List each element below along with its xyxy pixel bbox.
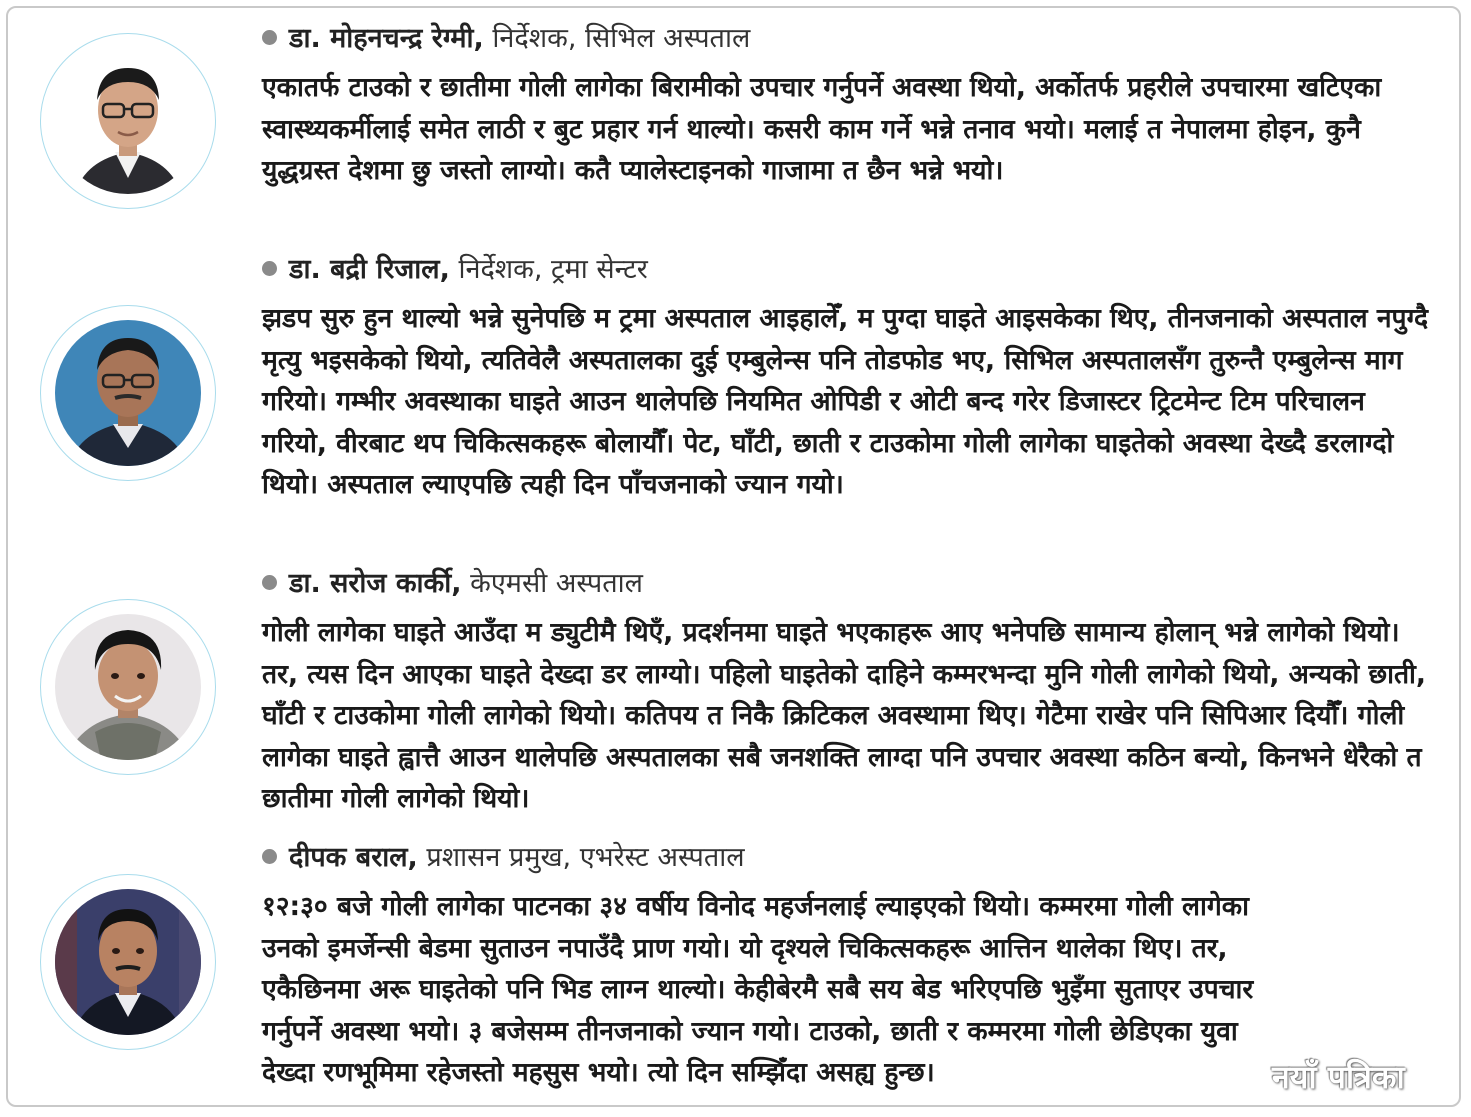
speaker-role: निर्देशक, सिभिल अस्पताल [492,23,751,54]
speaker-heading [262,22,750,56]
quote-text: १२:३० बजे गोली लागेका पाटनका ३४ वर्षीय विनोद महर्जनलाई ल्याइएको थियो। कम्मरमा गोली लागेका उनको इमर्जेन्सी बेडमा सुताउन नपाउँदै प्राण गयो। यो दृश्यले चिकित्सकहरू आत्तिन थालेका थिए। तर, एकैछिनमा अरू घाइतेको पनि भिड लाग्न थाल्यो। केहीबेरमै सबै सय बेड भरिएपछि भुइँमा सुताएर उपचार गर्नुपर्ने अवस्था भयो। ३ बजेसम्म तीनजनाको ज्यान गयो। टाउको, छाती र कम्मरमा गोली छेडिएका युवा देख्दा रणभूमिमा रहेजस्तो महसुस भयो। त्यो दिन सम्झिँदा असह्य हुन्छ। [262,891,1254,1088]
avatar [55,889,201,1035]
bullet-icon [262,849,277,864]
quote-text: गोली लागेका घाइते आउँदा म ड्युटीमै थिएँ, प्रदर्शनमा घाइते भएकाहरू आए भनेपछि सामान्य होलान् भन्ने लागेको थियो। तर, त्यस दिन आएका घाइते देख्दा डर लाग्यो। पहिलो घाइतेको दाहिने कम्मरभन्दा मुनि गोली लागेको थियो, अन्यको छाती, घाँटी र टाउकोमा गोली लागेको थियो। कतिपय त निकै क्रिटिकल अवस्थामा थिए। गेटैमा राखेर पनि सिपिआर दियौँ। गोली लागेका घाइते ह्वात्तै आउन थालेपछि अस्पतालका सबै जनशक्ति लाग्दा पनि उपचार अवस्था कठिन बन्यो, किनभने धेरैको त छातीमा गोली लागेको थियो। [262,617,1426,814]
speaker-heading [262,841,745,875]
avatar-ring [40,305,216,481]
quote-text: झडप सुरु हुन थाल्यो भन्ने सुनेपछि म ट्रमा अस्पताल आइहालेँ, म पुग्दा घाइते आइसकेका थिए, तीनजनाको अस्पताल नपुग्दै मृत्यु भइसकेको थियो, त्यतिवेलै अस्पतालका दुई एम्बुलेन्स पनि तोडफोड भए, सिभिल अस्पतालसँग तुरुन्तै एम्बुलेन्स माग गरियो। गम्भीर अवस्थाका घाइते आउन थालेपछि नियमित ओपिडी र ओटी बन्द गरेर डिजास्टर ट्रिटमेन्ट टिम परिचालन गरियो, वीरबाट थप चिकित्सकहरू बोलायौँ। पेट, घाँटी, छाती र टाउकोमा गोली लागेका घाइतेको अवस्था देख्दै डरलाग्दो थियो। अस्पताल ल्याएपछि त्यही दिन पाँचजनाको ज्यान गयो। [262,303,1429,500]
speaker-role: निर्देशक, ट्रमा सेन्टर [458,254,648,285]
speaker-role: केएमसी अस्पताल [470,568,643,599]
speaker-heading [262,567,643,601]
publication-logo: नयाँ पत्रिका [1272,1058,1405,1096]
bullet-icon [262,575,277,590]
avatar [55,48,201,194]
speaker-name: डा. मोहनचन्द्र रेग्मी, [289,23,484,54]
speaker-role: प्रशासन प्रमुख, एभरेस्ट अस्पताल [426,842,745,873]
avatar [55,614,201,760]
quote-text: एकातर्फ टाउको र छातीमा गोली लागेका बिरामीको उपचार गर्नुपर्ने अवस्था थियो, अर्कोतर्फ प्रहरीले उपचारमा खटिएका स्वास्थ्यकर्मीलाई समेत लाठी र बुट प्रहार गर्न थाल्यो। कसरी काम गर्ने भन्ने तनाव भयो। मलाई त नेपालमा होइन, कुनै युद्धग्रस्त देशमा छु जस्तो लाग्यो। कतै प्यालेस्टाइनको गाजामा त छैन भन्ने भयो। [262,72,1382,186]
avatar [55,320,201,466]
speaker-name: डा. सरोज कार्की, [289,568,462,599]
avatar-ring [40,599,216,775]
bullet-icon [262,261,277,276]
speaker-heading [262,253,648,287]
avatar-ring [40,874,216,1050]
speaker-name: दीपक बराल, [289,842,418,873]
speaker-name: डा. बद्री रिजाल, [289,254,450,285]
bullet-icon [262,30,277,45]
avatar-ring [40,33,216,209]
